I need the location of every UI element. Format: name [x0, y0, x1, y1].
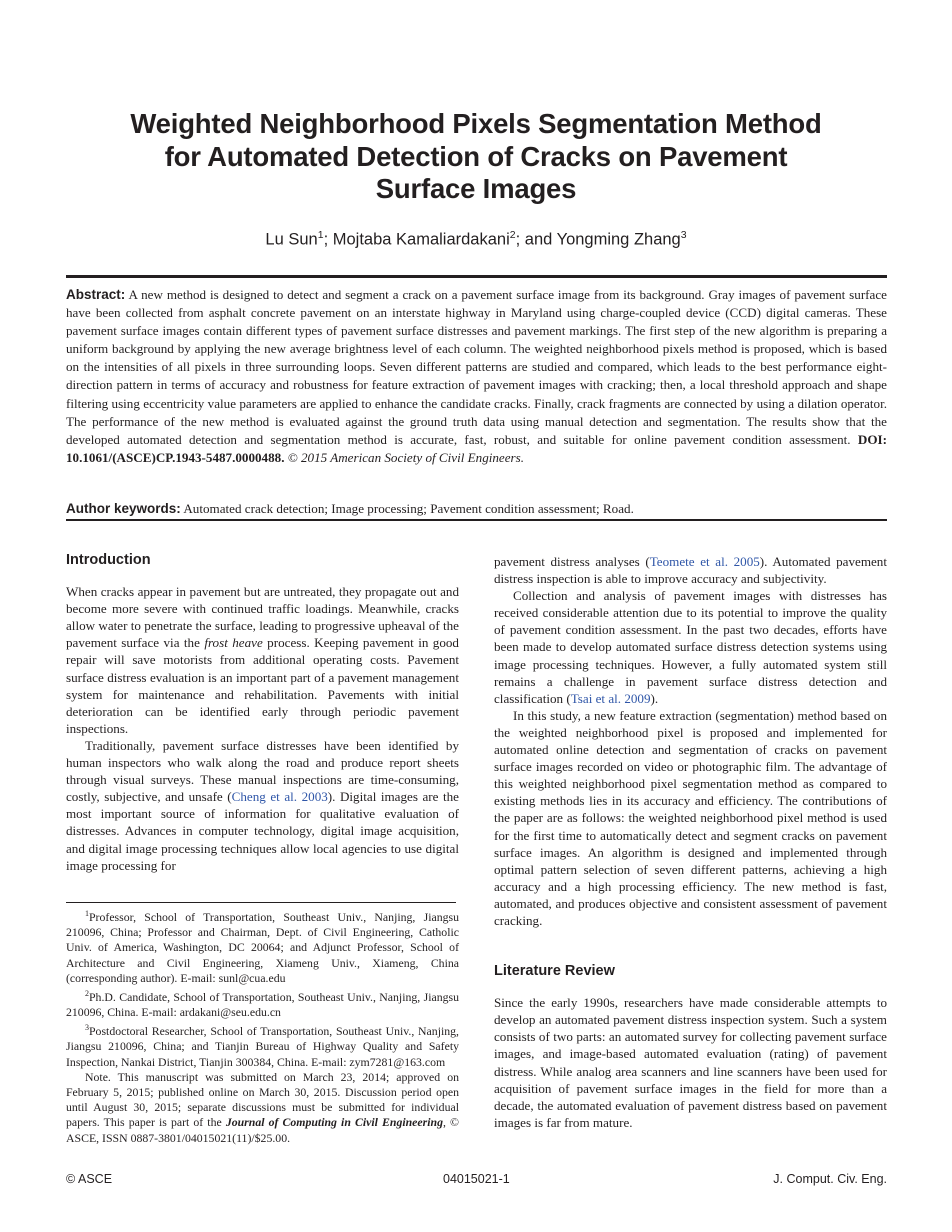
doi-label: DOI:: [857, 431, 887, 447]
abstract-block: [66, 286, 887, 467]
left-column: [66, 552, 459, 874]
right-column: [494, 553, 887, 1131]
author-separator: ;: [323, 230, 333, 249]
citation-link[interactable]: Teomete et al. 2005: [649, 554, 760, 569]
emphasis-term: frost heave: [204, 635, 263, 651]
author-name: Mojtaba Kamaliardakani: [332, 230, 510, 249]
footer-journal: J. Comput. Civ. Eng.: [773, 1172, 887, 1186]
keywords-bottom-rule: [66, 519, 887, 521]
keywords-text: Automated crack detection; Image processing; Pavement condition assessment; Road.: [183, 501, 634, 516]
author-name: Yongming Zhang: [556, 230, 681, 249]
keywords-block: [66, 500, 887, 518]
section-heading-literature-review: Literature Review: [494, 963, 615, 980]
paper-title: [66, 108, 886, 206]
author-affiliation-mark: 3: [680, 229, 687, 241]
title-line-3: Surface Images: [375, 173, 577, 204]
abstract-top-rule: [66, 275, 887, 278]
author-name: Lu Sun: [265, 230, 318, 249]
author-affiliation-mark: 1: [317, 229, 324, 241]
keywords-label: Author keywords:: [66, 501, 181, 516]
section-heading-introduction: Introduction: [66, 552, 151, 568]
footnote: $^3$Postdoctoral Researcher, School of Transportation, Southeast Univ., Nanjing, Jiangsu 210096, China; and Tianjin Bureau of Highway Quality and Safety Inspection, Nankai District, Tianjin 300384, China. E-mail: zym7281@163.com: [66, 1023, 459, 1069]
doi-link[interactable]: 10.1061/(ASCE)CP.1943-5487.0000488.: [66, 449, 285, 465]
abstract-label: Abstract:: [66, 287, 126, 302]
page-footer: [66, 1172, 887, 1188]
footer-copyright: © ASCE: [66, 1172, 113, 1186]
footnote-rule: [66, 902, 456, 903]
paragraph: When cracks appear in pavement but are untreated, they propagate out and become more severe with continued traffic loadings. Meanwhile, cracks allow water to penetrate the surface, leading to progressive upheaval of the pavement surface via the frost heave process. Keeping pavement in good repair will save motorists from additional operating costs. Pavement surface distress evaluation is an important part of a pavement management system for maintenance and rehabilitation. Pavements with initial deterioration can be identified early through periodic pavement inspections.: [66, 584, 459, 736]
paragraph: Collection and analysis of pavement images with distresses has received considerable attention due to its potential to improve the quality of pavement condition assessment. In the past two decades, efforts have been made to develop automated surface distress detection systems using image processing techniques. However, a fully automated system still remains a challenge in pavement surface distress detection and classification (Tsai et al. 2009).: [494, 588, 887, 706]
author-separator: ; and: [515, 230, 557, 249]
footnotes: [66, 906, 459, 1146]
paragraph: Traditionally, pavement surface distresses have been identified by human inspectors who walk along the road and produce report sheets through visual surveys. These manual inspections are time-consuming, costly, subjective, and unsafe (Cheng et al. 2003). Digital images are the most important source of information for qualitative evaluation of distresses. Advances in computer technology, digital image acquisition, and digital image processing techniques allow local agencies to use digital image processing for: [66, 737, 459, 873]
abstract-text: A new method is designed to detect and segment a crack on a pavement surface image from its background. Gray images of pavement surface have been collected from asphalt concrete pavement on an interstate highway in Maryland using charge-coupled device (CCD) digital cameras. These pavement surface images contain different types of pavement surface distresses and pavement markings. The first step of the new algorithm is preparing a uniform background by applying the new average brightness level of each column. The weighted neighborhood pixels method is proposed, which is based on the intensities of all pixels in three surrounding loops. Seven different patterns are studied and compared, which leads to the best performance eight-direction pattern in terms of accuracy and robustness for feature extraction of pavement images with cracking; then, a local threshold approach and shape filtering using eccentricity value parameters are applied to enhance the candidate cracks. Finally, crack fragments are connected by using a dilation operator. The performance of the new method is evaluated against the ground truth data using manual detection and segmentation. The results show that the developed automated detection and segmentation method is accurate, fast, robust, and suitable for online pavement condition assessment.: [66, 287, 887, 447]
page-number: 04015021-1: [443, 1172, 510, 1186]
footnote: $^2$Ph.D. Candidate, School of Transportation, Southeast Univ., Nanjing, Jiangsu 210096, China. E-mail: ardakani@seu.edu.cn: [66, 988, 459, 1020]
author-list: [66, 224, 886, 251]
paragraph: In this study, a new feature extraction (segmentation) method based on the weighted neighborhood pixel is proposed and implemented for automated online detection and segmentation of cracks on pavement surface images recorded on video or photographic film. The advantage of this weighted neighborhood pixel segmentation method as compared to existing methods lies in its accuracy and efficiency. The contributions of the paper are as follows: the weighted neighborhood pixel method is used for the first time to automatically detect and segment cracks on pavement surface images. An algorithm is designed and implemented through optimal pattern selection of seven different patterns, achieving a high accuracy and a high processing efficiency. The new method is fast, automated, and produces objective and consistent assessment of pavement cracking.: [494, 707, 887, 928]
footnote: $^1$Professor, School of Transportation, Southeast Univ., Nanjing, Jiangsu 210096, China; Professor and Chairman, Dept. of Civil Engineering, Catholic Univ. of America, Washington, DC 20064; and Adjunct Professor, School of Architecture and Civil Engineering, Xiameng Univ., Xiameng, China (corresponding author). E-mail: sunl@cua.edu: [66, 909, 459, 985]
title-line-1: Weighted Neighborhood Pixels Segmentation Method: [130, 108, 822, 139]
author-affiliation-mark: 2: [509, 229, 516, 241]
citation-link[interactable]: Tsai et al. 2009: [570, 690, 651, 706]
citation-link[interactable]: Cheng et al. 2003: [231, 789, 328, 805]
manuscript-note: Note. This manuscript was submitted on March 23, 2014; approved on February 5, 2015; published online on March 30, 2015. Discussion period open until August 30, 2015; separate discussions must be submitted for individual papers. This paper is part of the Journal of Computing in Civil Engineering, © ASCE, ISSN 0887-3801/04015021(11)/$25.00.: [66, 1069, 459, 1145]
journal-name: Journal of Computing in Civil Engineering: [225, 1115, 443, 1130]
paragraph: Since the early 1990s, researchers have made considerable attempts to develop an automated pavement distress inspection system. Such a system consists of two parts: an automated survey for collecting pavement surface images, and image-based automated evaluation (rating) of pavement distress. While analog area scanners and line scanners have been used for acquisition of pavement surface images in the field for more than a decade, the automated evaluation of pavement distress based on pavement images is far from mature.: [494, 995, 887, 1130]
paragraph: pavement distress analyses (Teomete et al. 2005). Automated pavement distress inspection is able to improve accuracy and subjectivity.: [494, 554, 887, 587]
copyright-notice: © 2015 American Society of Civil Engineers.: [287, 449, 525, 465]
title-line-2: for Automated Detection of Cracks on Pavement: [164, 140, 788, 172]
